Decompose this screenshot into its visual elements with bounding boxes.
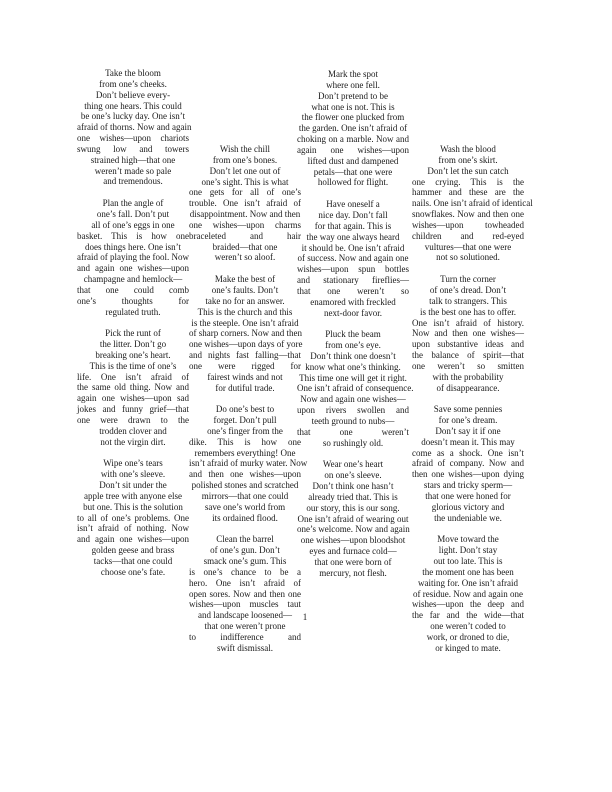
poem-line: the balance of spirit—that (412, 350, 524, 361)
poem-line: isn’t afraid of nothing. Now (77, 523, 189, 534)
poem-line: dike. This is how one (189, 436, 301, 447)
poem-line: Wash the blood (440, 144, 496, 154)
poem-stanza (77, 198, 189, 317)
poem-line: wishes—upon spun bottles (297, 264, 409, 275)
poem-line: polished stones and scratched (191, 480, 299, 491)
poem-line: Pluck the beam (325, 329, 381, 340)
poem-line: that one weren’t so (297, 285, 409, 296)
poem-line: wishes—upon the deep and (412, 599, 524, 610)
poem-line: swift dismissal. (216, 642, 273, 653)
poem-line: Don’t let the sun catch (427, 165, 509, 176)
poem-line: disappointment. Now and then (189, 209, 301, 220)
poem-line: its ordained flood. (212, 512, 278, 523)
page-number: 1 (302, 612, 308, 622)
poem-line: choose one’s fate. (100, 566, 166, 577)
poem-line: Save some pennies (433, 404, 503, 415)
poem-line: that one weren’t prone (204, 621, 286, 632)
poem-line: Mark the spot (328, 69, 378, 79)
poem-line: next-door favor. (324, 307, 382, 318)
poem-line: swung low and towers (77, 143, 189, 154)
poem-line: forget. Don’t pull (213, 415, 277, 426)
poem-line: so rushingly old. (322, 437, 384, 448)
poem-line: One isn’t afraid of history. (412, 317, 524, 328)
poem-line: Don’t sit under the (99, 480, 167, 491)
poem-line: or kinged to mate. (435, 642, 501, 653)
poem-line: Don’t say it if one (435, 425, 501, 436)
poem-line: wishes—upon towheaded (412, 219, 524, 230)
poem-line: Don’t think one doesn’t (310, 350, 396, 361)
poem-line: Have oneself a (326, 199, 380, 210)
poem-line: Don’t believe every- (95, 89, 171, 100)
poem-line: not the virgin dirt. (100, 436, 166, 447)
poem-line: teeth ground to nubs— (311, 416, 395, 426)
poem-line: what one is not. This is (311, 101, 395, 112)
poem-line: hollowed for flight. (317, 177, 389, 188)
poem-line: the flower one plucked from (301, 112, 405, 123)
poem-line: snowflakes. Now and then one (412, 209, 524, 220)
poem-line: where one fell. (326, 79, 380, 90)
poem-line: open sores. Now and then one (189, 588, 301, 599)
poem-line: one wishes—upon chariots (77, 133, 189, 144)
poem-line: is the steeple. One isn’t afraid (191, 317, 299, 328)
poem-line: Now and then one wishes— (412, 328, 524, 339)
poem-line: for that again. This is (314, 220, 392, 231)
poem-line: out too late. This is (433, 556, 503, 567)
poem-line: mirrors—that one could (201, 491, 289, 501)
poem-line: of sharp corners. Now and then (189, 328, 302, 339)
poem-line: of disappearance. (436, 382, 500, 393)
poem-line: enamored with freckled (310, 296, 396, 307)
poem-column-1 (77, 68, 192, 589)
poem-line: save one’s world from (204, 501, 286, 512)
poem-line: petals—that one were (313, 166, 393, 177)
poem-line: eyes and furnace cold— (309, 546, 397, 557)
poem-line: for dutiful trade. (215, 382, 275, 393)
poem-line: Do one’s best to (215, 404, 275, 415)
poem-line: of residue. Now and again one (413, 588, 523, 599)
poem-line: stars and tricky sperm— (423, 480, 513, 491)
poem-line: one’s welcome. Now and again (297, 524, 410, 535)
poem-line: come as a shock. One isn’t (412, 447, 524, 458)
poem-line: One isn’t afraid of wearing out (297, 513, 409, 524)
poem-line: nice day. Don’t fall (318, 209, 388, 220)
poem-line: one were drawn to the (77, 415, 189, 425)
poem-line: work, or droned to die, (426, 631, 510, 642)
poem-line: remembers everything! One (194, 447, 296, 458)
poem-line: and landscape loosened— (198, 610, 292, 621)
poem-stanza (189, 144, 301, 263)
poem-line: and tremendous. (103, 176, 163, 187)
poem-line: waiting for. One isn’t afraid (417, 577, 519, 588)
poem-line: on one’s sleeve. (324, 470, 382, 481)
poem-line: all of one’s eggs in one (91, 219, 175, 230)
poem-line: braceleted and hair (189, 230, 301, 241)
poem-stanza (189, 274, 301, 393)
poem-line: trouble. One isn’t afraid of (189, 198, 301, 209)
poem-line: the same old thing. Now and (77, 382, 189, 393)
poem-line: again one wishes—upon (297, 144, 409, 155)
poem-line: from one’s eye. (325, 340, 381, 351)
poem-line: This time one will get it right. (299, 372, 407, 383)
poem-line: and nights fast falling—that (189, 350, 301, 361)
poem-line: Turn the corner (440, 274, 496, 285)
poem-line: from one’s skirt. (438, 154, 498, 165)
poem-line: talk to strangers. This (429, 295, 507, 306)
poem-line: thing one hears. This could (84, 100, 182, 111)
poem-line: Don’t let one out of (209, 165, 281, 176)
poem-line: know what one’s thinking. (305, 361, 401, 372)
poem-stanza (412, 274, 524, 393)
poem-line: basket. This is how one (77, 230, 189, 241)
poem-line: Wish the chill (219, 144, 271, 154)
poem-line: Make the best of (214, 274, 276, 285)
poem-stanza (77, 328, 189, 447)
poem-line: children and red-eyed (412, 230, 524, 241)
poem-stanza (297, 329, 414, 448)
poem-line: one gets for all of one’s (189, 187, 301, 198)
poem-line: hammer and these are the (412, 187, 524, 198)
poem-line: This is the time of one’s (89, 360, 177, 371)
poem-line: mercury, not flesh. (319, 567, 387, 578)
poem-line: apple tree with anyone else (84, 490, 182, 501)
poem-line: jokes and funny grief—that (77, 404, 189, 415)
poem-line: that one could comb (77, 284, 189, 295)
poem-line: tacks—that one could (93, 555, 173, 566)
poem-line: upon rivers swollen and (297, 405, 409, 416)
poem-line: afraid of thorns. Now and again (77, 122, 192, 133)
poem-line: weren’t so aloof. (214, 252, 276, 263)
poem-line: and stationary fireflies— (297, 275, 409, 286)
poem-stanza (189, 534, 301, 653)
poem-line: the far and the wide—that (412, 610, 524, 621)
poem-line: be one’s lucky day. One isn’t (80, 111, 186, 122)
poem-line: of one’s dread. Don’t (429, 284, 507, 295)
poem-line: the moment one has been (422, 566, 514, 577)
poem-line: the garden. One isn’t afraid of (298, 123, 408, 134)
poem-column-2 (189, 144, 308, 665)
poem-stanza (412, 144, 533, 263)
poem-line: one wishes—upon bloodshot (300, 535, 406, 546)
poem-line: not so solutioned. (436, 252, 500, 263)
poem-line: Wear one’s heart (322, 459, 384, 470)
poem-line: one’s sight. This is what (201, 176, 289, 187)
poem-line: then one wishes—upon dying (412, 469, 524, 480)
poem-line: from one’s bones. (212, 154, 278, 165)
poem-line: Clean the barrel (216, 534, 274, 545)
poem-stanza (412, 404, 524, 523)
poem-line: Plan the angle of (102, 198, 164, 209)
poem-line: one weren’t coded to (430, 621, 506, 632)
poem-line: wishes—upon muscles taut (189, 599, 301, 610)
poem-line: one crying. This is the (412, 176, 524, 187)
poem-stanza (77, 458, 189, 577)
poem-line: to all of one’s problems. One (77, 512, 189, 523)
poem-line: of success. Now and again one (297, 253, 409, 264)
poem-line: Pick the runt of (105, 328, 161, 339)
poem-line: it should be. One isn’t afraid (301, 242, 405, 253)
poem-line: but one. This is the solution (83, 501, 183, 512)
poem-line: lifted dust and dampened (307, 155, 399, 166)
poem-line: is the best one has to offer. (419, 306, 517, 317)
poem-line: champagne and hemlock— (83, 274, 183, 285)
poem-line: one were rigged for (189, 360, 301, 371)
poem-line: fairest winds and not (207, 371, 283, 382)
poem-line: isn’t afraid of murky water. Now (189, 458, 308, 469)
poem-line: the litter. Don’t go (99, 339, 167, 350)
poem-line: for one’s dream. (438, 415, 498, 426)
poem-line: smack one’s gum. This (203, 556, 287, 567)
poem-line: that one were born of (314, 556, 392, 567)
poem-line: braided—that one (212, 241, 278, 252)
poem-stanza (297, 199, 409, 318)
poem-line: and again one wishes—upon (77, 263, 189, 274)
poem-line: our story, this is our song. (306, 502, 400, 513)
poem-line: one wishes—upon days of yore (189, 339, 303, 350)
poem-line: Take the bloom (105, 68, 161, 78)
poem-line: Don’t pretend to be (317, 90, 389, 101)
poem-line: take no for an answer. (205, 295, 285, 306)
poem-line: trodden clover and (99, 425, 167, 436)
poem-line: Now and again one wishes— (300, 394, 406, 405)
poem-line: nails. One isn’t afraid of identical (412, 198, 533, 209)
poem-line: one weren’t so smitten (412, 360, 524, 371)
poem-line: from one’s cheeks. (99, 78, 167, 89)
poem-stanza (297, 459, 409, 578)
poem-stanza (189, 404, 308, 523)
poem-line: to indifference and (189, 631, 301, 642)
poem-line: golden geese and brass (91, 545, 175, 556)
poem-column-3 (297, 69, 414, 590)
poem-line: and again one wishes—upon (77, 534, 189, 545)
poem-line: hero. One isn’t afraid of (189, 577, 301, 588)
poem-line: life. One isn’t afraid of (77, 371, 189, 382)
poem-line: upon substantive ideas and (412, 339, 524, 350)
poem-line: One isn’t afraid of consequence. (297, 383, 414, 394)
poem-line: Don’t think one hasn’t (312, 481, 394, 492)
poem-line: that one weren’t (297, 426, 409, 437)
poem-line: of one’s gun. Don’t (210, 545, 280, 556)
poem-line: afraid of company. Now and (412, 458, 524, 469)
poem-line: with one’s sleeve. (100, 469, 166, 480)
poem-line: Wipe one’s tears (103, 458, 163, 469)
poem-line: that one were honed for (425, 491, 511, 501)
poem-stanza (297, 69, 409, 188)
poem-line: glorious victory and (431, 501, 505, 512)
poem-line: afraid of playing the fool. Now (77, 252, 189, 263)
poem-stanza (77, 68, 192, 187)
poem-line: breaking one’s heart. (95, 349, 171, 360)
poem-line: Move toward the (437, 534, 499, 545)
poem-line: choking on a marble. Now and (297, 134, 409, 145)
poem-line: one wishes—upon charms (189, 219, 301, 230)
poem-line: one’s faults. Don’t (211, 284, 279, 295)
poem-column-4 (412, 144, 533, 665)
poem-line: again one wishes—upon sad (77, 393, 189, 404)
poem-line: one’s fall. Don’t put (96, 208, 170, 219)
poem-line: is one’s chance to be a (189, 566, 301, 577)
poem-line: vultures—that one were (424, 241, 512, 252)
poem-line: strained high—that one (90, 154, 176, 165)
poem-line: light. Don’t stay (438, 545, 498, 556)
poem-line: one’s thoughts for (77, 295, 189, 306)
poem-line: the undeniable we. (434, 512, 502, 523)
poem-line: regulated truth. (105, 306, 161, 317)
poem-line: doesn’t mean it. This may (421, 436, 515, 447)
poem-stanza (412, 534, 524, 653)
poem-line: and then one wishes—upon (189, 469, 301, 480)
poem-line: weren’t made so pale (94, 165, 172, 176)
poem-line: with the probability (432, 371, 504, 382)
poem-line: the way one always heard (306, 231, 400, 242)
poem-line: does things here. One isn’t (84, 241, 182, 252)
poem-line: already tried that. This is (308, 491, 398, 502)
poem-line: This is the church and this (197, 306, 293, 317)
poem-line: one’s finger from the (207, 425, 283, 436)
